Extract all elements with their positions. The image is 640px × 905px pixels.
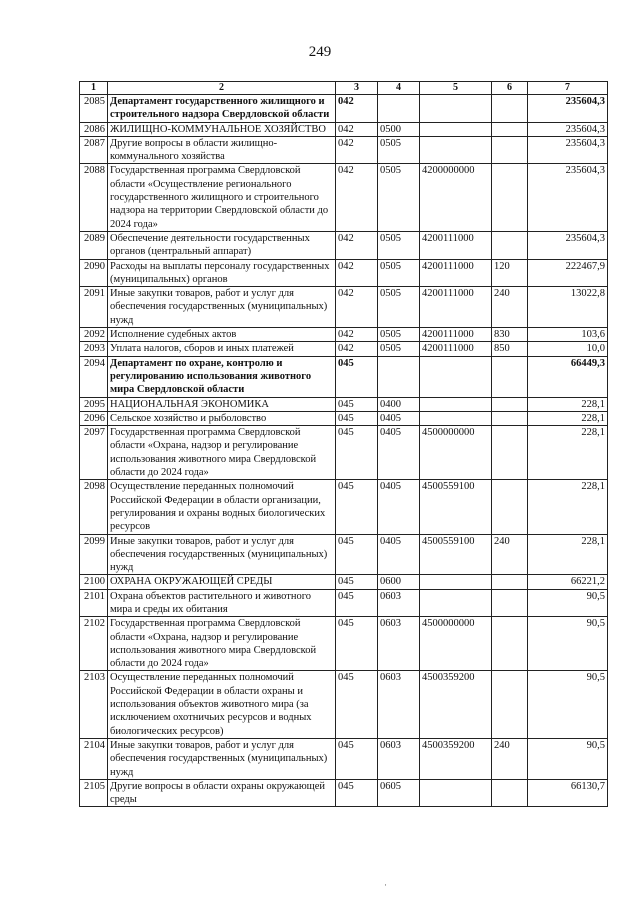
col-header: 1 <box>80 82 108 95</box>
row-ministry-code: 045 <box>336 534 378 575</box>
row-expense-type: 240 <box>492 738 528 779</box>
row-target-code <box>420 589 492 617</box>
row-section-code: 0505 <box>378 231 420 259</box>
row-number: 2090 <box>80 259 108 287</box>
row-amount: 235604,3 <box>528 164 608 231</box>
row-expense-type <box>492 480 528 534</box>
row-section-code: 0605 <box>378 779 420 807</box>
row-number: 2086 <box>80 122 108 136</box>
header-row <box>80 82 608 95</box>
row-name: Охрана объектов растительного и животного мира и среды их обитания <box>108 589 336 617</box>
row-amount: 90,5 <box>528 589 608 617</box>
table-row <box>80 589 608 617</box>
table-row <box>80 575 608 589</box>
row-expense-type <box>492 671 528 738</box>
row-target-code: 4200111000 <box>420 287 492 328</box>
row-target-code: 4200111000 <box>420 231 492 259</box>
row-section-code: 0500 <box>378 122 420 136</box>
row-section-code: 0405 <box>378 480 420 534</box>
row-section-code: 0603 <box>378 738 420 779</box>
row-name: Департамент по охране, контролю и регулированию использования животного мира Свердловской области <box>108 356 336 397</box>
table-row <box>80 779 608 807</box>
row-name: Государственная программа Свердловской области «Охрана, надзор и регулирование использования животного мира Свердловской области до 2024 года» <box>108 426 336 480</box>
row-amount: 235604,3 <box>528 122 608 136</box>
row-number: 2097 <box>80 426 108 480</box>
row-target-code <box>420 575 492 589</box>
row-target-code <box>420 411 492 425</box>
budget-table <box>79 81 608 807</box>
table-row <box>80 411 608 425</box>
row-section-code: 0505 <box>378 328 420 342</box>
table-row <box>80 671 608 738</box>
row-ministry-code: 042 <box>336 122 378 136</box>
row-number: 2104 <box>80 738 108 779</box>
row-expense-type <box>492 779 528 807</box>
table-row <box>80 356 608 397</box>
row-number: 2093 <box>80 342 108 356</box>
row-target-code: 4500359200 <box>420 738 492 779</box>
table-row <box>80 480 608 534</box>
col-header: 2 <box>108 82 336 95</box>
row-section-code: 0603 <box>378 617 420 671</box>
col-header: 7 <box>528 82 608 95</box>
row-name: Исполнение судебных актов <box>108 328 336 342</box>
row-section-code: 0405 <box>378 411 420 425</box>
row-expense-type: 830 <box>492 328 528 342</box>
page-number: 249 <box>308 44 332 60</box>
row-amount: 90,5 <box>528 671 608 738</box>
row-expense-type <box>492 426 528 480</box>
row-number: 2099 <box>80 534 108 575</box>
row-number: 2092 <box>80 328 108 342</box>
row-name: Уплата налогов, сборов и иных платежей <box>108 342 336 356</box>
row-number: 2088 <box>80 164 108 231</box>
row-target-code: 4200000000 <box>420 164 492 231</box>
scan-mark: · <box>384 880 387 890</box>
row-number: 2091 <box>80 287 108 328</box>
row-ministry-code: 045 <box>336 356 378 397</box>
row-amount: 235604,3 <box>528 136 608 164</box>
row-name: ЖИЛИЩНО-КОММУНАЛЬНОЕ ХОЗЯЙСТВО <box>108 122 336 136</box>
row-name: Государственная программа Свердловской области «Осуществление регионального государственного жилищного и строительного надзора на территории Свердловской области до 2024 года» <box>108 164 336 231</box>
row-amount: 13022,8 <box>528 287 608 328</box>
row-number: 2087 <box>80 136 108 164</box>
row-amount: 222467,9 <box>528 259 608 287</box>
row-name: НАЦИОНАЛЬНАЯ ЭКОНОМИКА <box>108 397 336 411</box>
row-expense-type <box>492 575 528 589</box>
row-amount: 66449,3 <box>528 356 608 397</box>
row-name: Сельское хозяйство и рыболовство <box>108 411 336 425</box>
row-target-code: 4200111000 <box>420 259 492 287</box>
row-expense-type <box>492 136 528 164</box>
row-section-code: 0405 <box>378 534 420 575</box>
row-ministry-code: 045 <box>336 671 378 738</box>
row-name: Иные закупки товаров, работ и услуг для обеспечения государственных (муниципальных) нужд <box>108 738 336 779</box>
row-amount: 66221,2 <box>528 575 608 589</box>
row-amount: 228,1 <box>528 397 608 411</box>
row-ministry-code: 042 <box>336 231 378 259</box>
col-header: 4 <box>378 82 420 95</box>
row-amount: 228,1 <box>528 534 608 575</box>
row-expense-type <box>492 122 528 136</box>
table-row <box>80 342 608 356</box>
row-section-code: 0505 <box>378 342 420 356</box>
row-section-code: 0400 <box>378 397 420 411</box>
row-expense-type <box>492 617 528 671</box>
row-section-code: 0603 <box>378 589 420 617</box>
row-number: 2096 <box>80 411 108 425</box>
row-target-code: 4500000000 <box>420 617 492 671</box>
row-expense-type <box>492 589 528 617</box>
row-target-code <box>420 95 492 123</box>
row-expense-type <box>492 164 528 231</box>
row-amount: 228,1 <box>528 426 608 480</box>
row-ministry-code: 045 <box>336 480 378 534</box>
row-section-code: 0600 <box>378 575 420 589</box>
row-ministry-code: 042 <box>336 259 378 287</box>
table-row <box>80 259 608 287</box>
row-target-code: 4500359200 <box>420 671 492 738</box>
row-name: Осуществление переданных полномочий Российской Федерации в области охраны и использования объектов животного мира (за исключением охотничьих ресурсов и водных биологических ресурсов) <box>108 671 336 738</box>
row-name: Другие вопросы в области жилищно-коммунального хозяйства <box>108 136 336 164</box>
row-target-code: 4500559100 <box>420 534 492 575</box>
row-ministry-code: 042 <box>336 136 378 164</box>
row-target-code <box>420 122 492 136</box>
row-ministry-code: 042 <box>336 164 378 231</box>
row-section-code <box>378 356 420 397</box>
row-amount: 66130,7 <box>528 779 608 807</box>
row-ministry-code: 042 <box>336 95 378 123</box>
row-amount: 235604,3 <box>528 95 608 123</box>
row-amount: 228,1 <box>528 411 608 425</box>
row-amount: 10,0 <box>528 342 608 356</box>
row-target-code <box>420 136 492 164</box>
row-number: 2089 <box>80 231 108 259</box>
table-row <box>80 534 608 575</box>
row-expense-type <box>492 411 528 425</box>
table-row <box>80 231 608 259</box>
table-row <box>80 287 608 328</box>
row-number: 2105 <box>80 779 108 807</box>
row-target-code: 4500000000 <box>420 426 492 480</box>
row-expense-type <box>492 231 528 259</box>
row-name: ОХРАНА ОКРУЖАЮЩЕЙ СРЕДЫ <box>108 575 336 589</box>
row-target-code <box>420 356 492 397</box>
row-amount: 103,6 <box>528 328 608 342</box>
row-expense-type: 120 <box>492 259 528 287</box>
row-amount: 90,5 <box>528 738 608 779</box>
row-ministry-code: 042 <box>336 342 378 356</box>
row-number: 2094 <box>80 356 108 397</box>
row-expense-type <box>492 95 528 123</box>
row-name: Другие вопросы в области охраны окружающей среды <box>108 779 336 807</box>
row-target-code <box>420 397 492 411</box>
row-target-code <box>420 779 492 807</box>
table-row <box>80 397 608 411</box>
row-number: 2101 <box>80 589 108 617</box>
col-header: 6 <box>492 82 528 95</box>
row-section-code: 0505 <box>378 136 420 164</box>
row-ministry-code: 045 <box>336 575 378 589</box>
row-name: Осуществление переданных полномочий Российской Федерации в области организации, регулирования и охраны водных биологических ресурсов <box>108 480 336 534</box>
row-ministry-code: 045 <box>336 738 378 779</box>
row-name: Государственная программа Свердловской области «Охрана, надзор и регулирование использования животного мира Свердловской области до 2024 года» <box>108 617 336 671</box>
row-ministry-code: 045 <box>336 426 378 480</box>
row-expense-type <box>492 397 528 411</box>
row-expense-type: 240 <box>492 287 528 328</box>
row-number: 2095 <box>80 397 108 411</box>
row-expense-type: 240 <box>492 534 528 575</box>
row-name: Иные закупки товаров, работ и услуг для обеспечения государственных (муниципальных) нужд <box>108 534 336 575</box>
row-amount: 235604,3 <box>528 231 608 259</box>
row-name: Расходы на выплаты персоналу государственных (муниципальных) органов <box>108 259 336 287</box>
row-name: Обеспечение деятельности государственных органов (центральный аппарат) <box>108 231 336 259</box>
row-target-code: 4200111000 <box>420 342 492 356</box>
table-row <box>80 164 608 231</box>
row-amount: 228,1 <box>528 480 608 534</box>
row-ministry-code: 042 <box>336 287 378 328</box>
row-number: 2085 <box>80 95 108 123</box>
row-target-code: 4500559100 <box>420 480 492 534</box>
row-number: 2103 <box>80 671 108 738</box>
row-expense-type: 850 <box>492 342 528 356</box>
row-name: Департамент государственного жилищного и строительного надзора Свердловской области <box>108 95 336 123</box>
table-row <box>80 122 608 136</box>
col-header: 5 <box>420 82 492 95</box>
row-ministry-code: 042 <box>336 328 378 342</box>
table-row <box>80 738 608 779</box>
row-number: 2098 <box>80 480 108 534</box>
row-ministry-code: 045 <box>336 589 378 617</box>
row-target-code: 4200111000 <box>420 328 492 342</box>
table-row <box>80 136 608 164</box>
row-section-code: 0505 <box>378 164 420 231</box>
row-section-code: 0405 <box>378 426 420 480</box>
row-ministry-code: 045 <box>336 411 378 425</box>
row-section-code: 0505 <box>378 259 420 287</box>
table-row <box>80 328 608 342</box>
row-amount: 90,5 <box>528 617 608 671</box>
row-section-code: 0603 <box>378 671 420 738</box>
row-ministry-code: 045 <box>336 617 378 671</box>
row-ministry-code: 045 <box>336 779 378 807</box>
table-row <box>80 426 608 480</box>
row-expense-type <box>492 356 528 397</box>
row-ministry-code: 045 <box>336 397 378 411</box>
row-number: 2100 <box>80 575 108 589</box>
col-header: 3 <box>336 82 378 95</box>
row-name: Иные закупки товаров, работ и услуг для обеспечения государственных (муниципальных) нужд <box>108 287 336 328</box>
row-section-code <box>378 95 420 123</box>
row-number: 2102 <box>80 617 108 671</box>
table-row <box>80 617 608 671</box>
table-row <box>80 95 608 123</box>
row-section-code: 0505 <box>378 287 420 328</box>
